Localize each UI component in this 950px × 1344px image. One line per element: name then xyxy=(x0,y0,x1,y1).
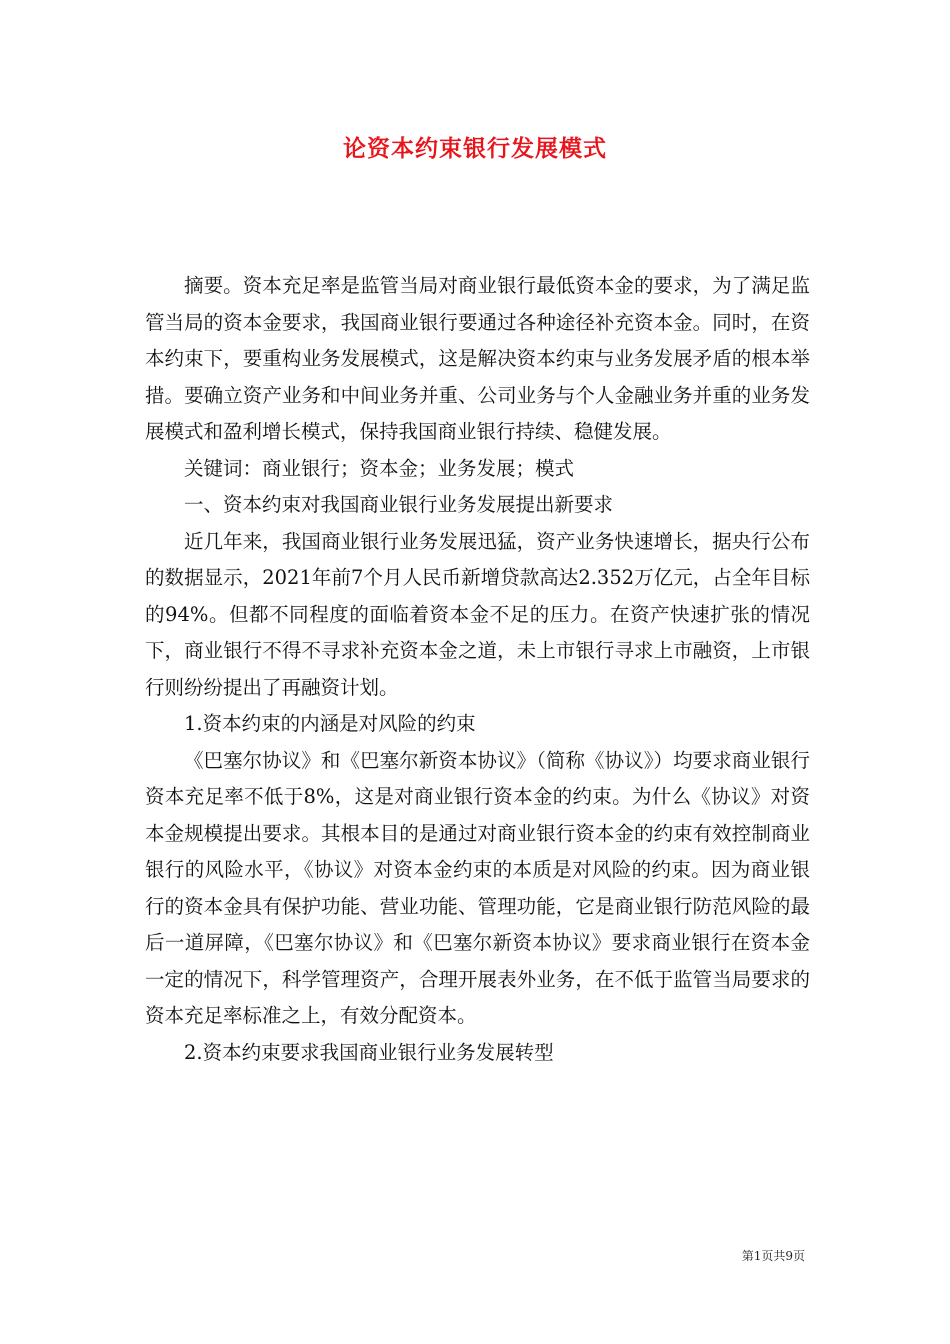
document-title: 论资本约束银行发展模式 xyxy=(343,135,607,162)
page-number-label: 第1页共9页 xyxy=(741,1249,805,1263)
subsection-heading-2: 2.资本约束要求我国商业银行业务发展转型 xyxy=(184,1040,554,1064)
page-number-footer xyxy=(742,1247,805,1264)
subsection-heading-1: 1.资本约束的内涵是对风险的约束 xyxy=(184,712,476,735)
section-heading-1: 一、资本约束对我国商业银行业务发展提出新要求 xyxy=(184,493,614,516)
abstract-paragraph: 摘要。资本充足率是监管当局对商业银行最低资本金的要求，为了满足监管当局的资本金要求，我国商业银行要通过各种途径补充资本金。同时，在资本约束下，要重构业务发展模式，这是解决资本约束与业务发展矛盾的根本举措。要确立资产业务和中间业务并重、公司业务与个人金融业务并重的业务发展模式和盈利增长模式，保持我国商业银行持续、稳健发展。 xyxy=(145,274,810,443)
document-body xyxy=(145,268,810,1071)
body-paragraph: 《巴塞尔协议》和《巴塞尔新资本协议》（简称《协议》）均要求商业银行资本充足率不低于8%，这是对商业银行资本金的约束。为什么《协议》对资本金规模提出要求。其根本目的是通过对商业银行资本金的约束有效控制商业银行的风险水平，《协议》对资本金约束的本质是对风险的约束。因为商业银行的资本金具有保护功能、营业功能、管理功能，它是商业银行防范风险的最后一道屏障，《巴塞尔协议》和《巴塞尔新资本协议》要求商业银行在资本金一定的情况下，科学管理资产，合理开展表外业务，在不低于监管当局要求的资本充足率标准之上，有效分配资本。 xyxy=(145,748,810,1027)
keywords-paragraph: 关键词：商业银行；资本金；业务发展；模式 xyxy=(184,456,575,480)
body-paragraph: 近几年来，我国商业银行业务发展迅猛，资产业务快速增长，据央行公布的数据显示，2021年前7个月人民币新增贷款高达2.352万亿元，占全年目标的94%。但都不同程度的面临着资本金不足的压力。在资产快速扩张的情况下，商业银行不得不寻求补充资本金之道，未上市银行寻求上市融资，上市银行则纷纷提出了再融资计划。 xyxy=(145,529,810,699)
